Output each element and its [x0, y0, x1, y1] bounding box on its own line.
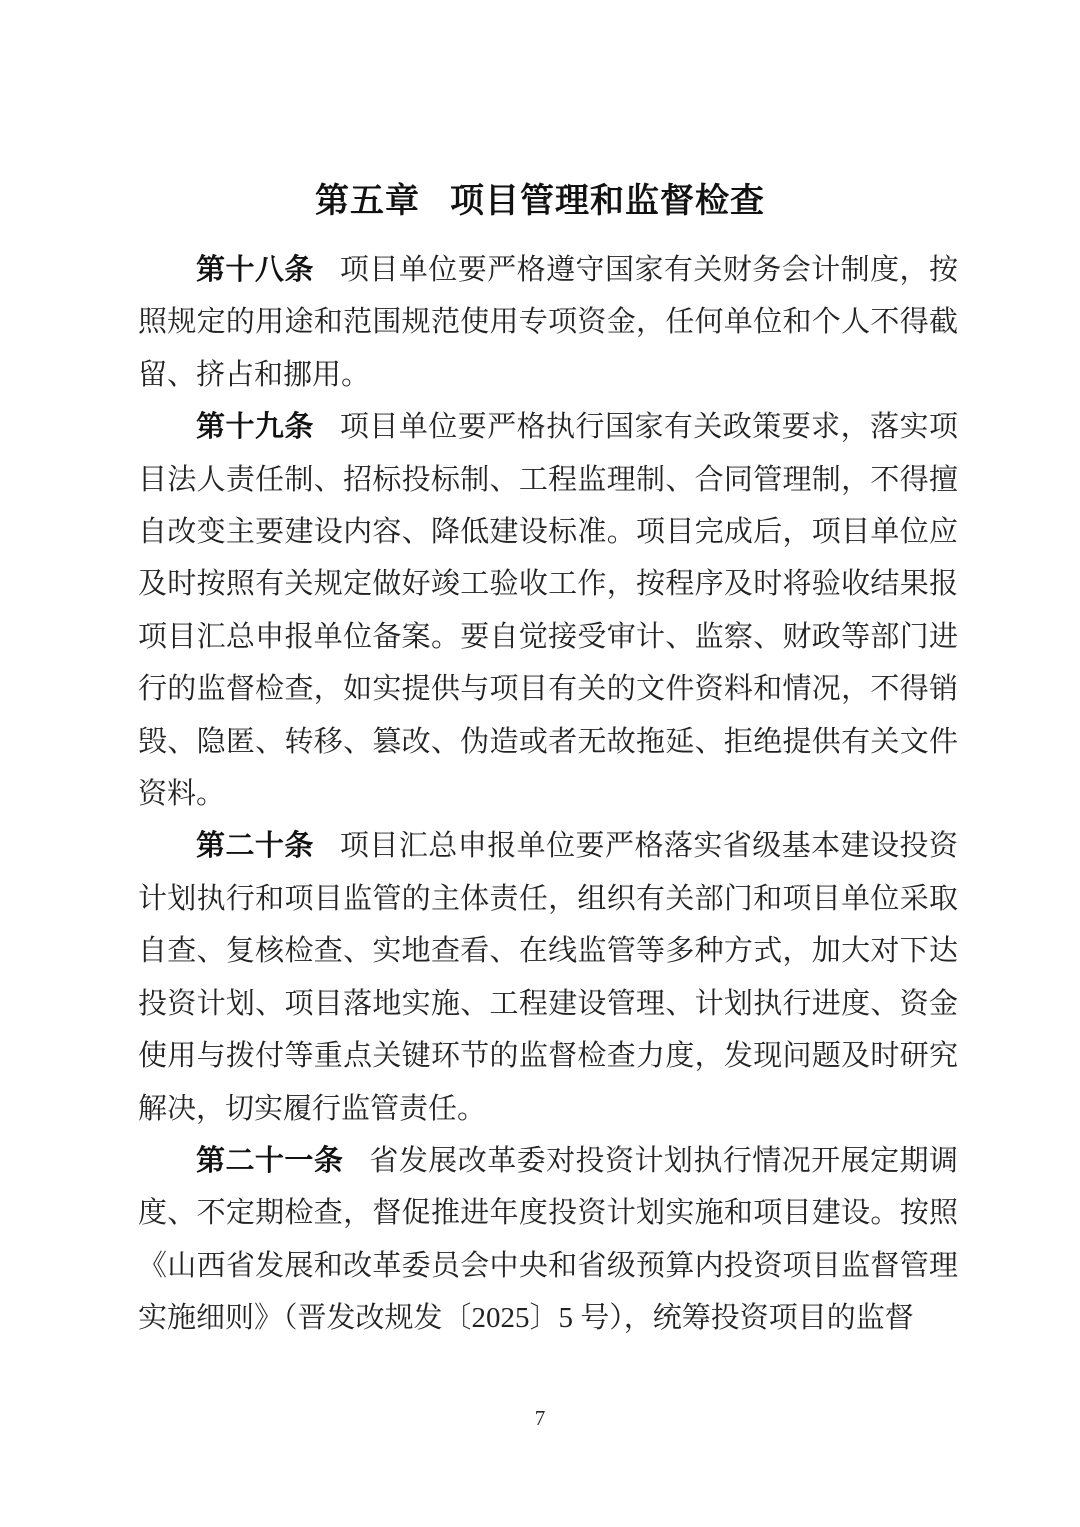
document-body — [138, 244, 958, 1345]
article-20-label: 第二十条 — [196, 830, 314, 863]
article-19 — [138, 401, 958, 820]
article-19-text: 项目单位要严格执行国家有关政策要求，落实项目法人责任制、招标投标制、工程监理制、合同管理制，不得擅自改变主要建设内容、降低建设标准。项目完成后，项目单位应及时按照有关规定做好竣工验收工作，按程序及时将验收结果报项目汇总申报单位备案。要自觉接受审计、监察、财政等部门进行的监督检查，如实提供与项目有关的文件资料和情况，不得销毁、隐匿、转移、篡改、伪造或者无故拖延、拒绝提供有关文件资料。 — [138, 411, 958, 811]
chapter-title — [0, 178, 1080, 224]
article-21-text: 省发展改革委对投资计划执行情况开展定期调度、不定期检查，督促推进年度投资计划实施和项目建设。按照《山西省发展和改革委员会中央和省级预算内投资项目监督管理实施细则》（晋发改规发〔2025〕5 号），统筹投资项目的监督 — [138, 1144, 958, 1335]
article-18 — [138, 244, 958, 401]
article-21 — [138, 1135, 958, 1345]
page-number: 7 — [534, 1406, 546, 1430]
article-20-text: 项目汇总申报单位要严格落实省级基本建设投资计划执行和项目监管的主体责任，组织有关部门和项目单位采取自查、复核检查、实地查看、在线监管等多种方式，加大对下达投资计划、项目落地实施、工程建设管理、计划执行进度、资金使用与拨付等重点关键环节的监督检查力度，发现问题及时研究解决，切实履行监管责任。 — [138, 830, 958, 1125]
article-19-label: 第十九条 — [196, 411, 314, 444]
article-18-text: 项目单位要严格遵守国家有关财务会计制度，按照规定的用途和范围规范使用专项资金，任何单位和个人不得截留、挤占和挪用。 — [138, 254, 958, 391]
article-21-label: 第二十一条 — [196, 1144, 344, 1177]
article-20 — [138, 820, 958, 1134]
chapter-name: 项目管理和监督检查 — [450, 182, 765, 220]
article-18-label: 第十八条 — [196, 254, 314, 286]
chapter-number: 第五章 — [315, 182, 420, 220]
